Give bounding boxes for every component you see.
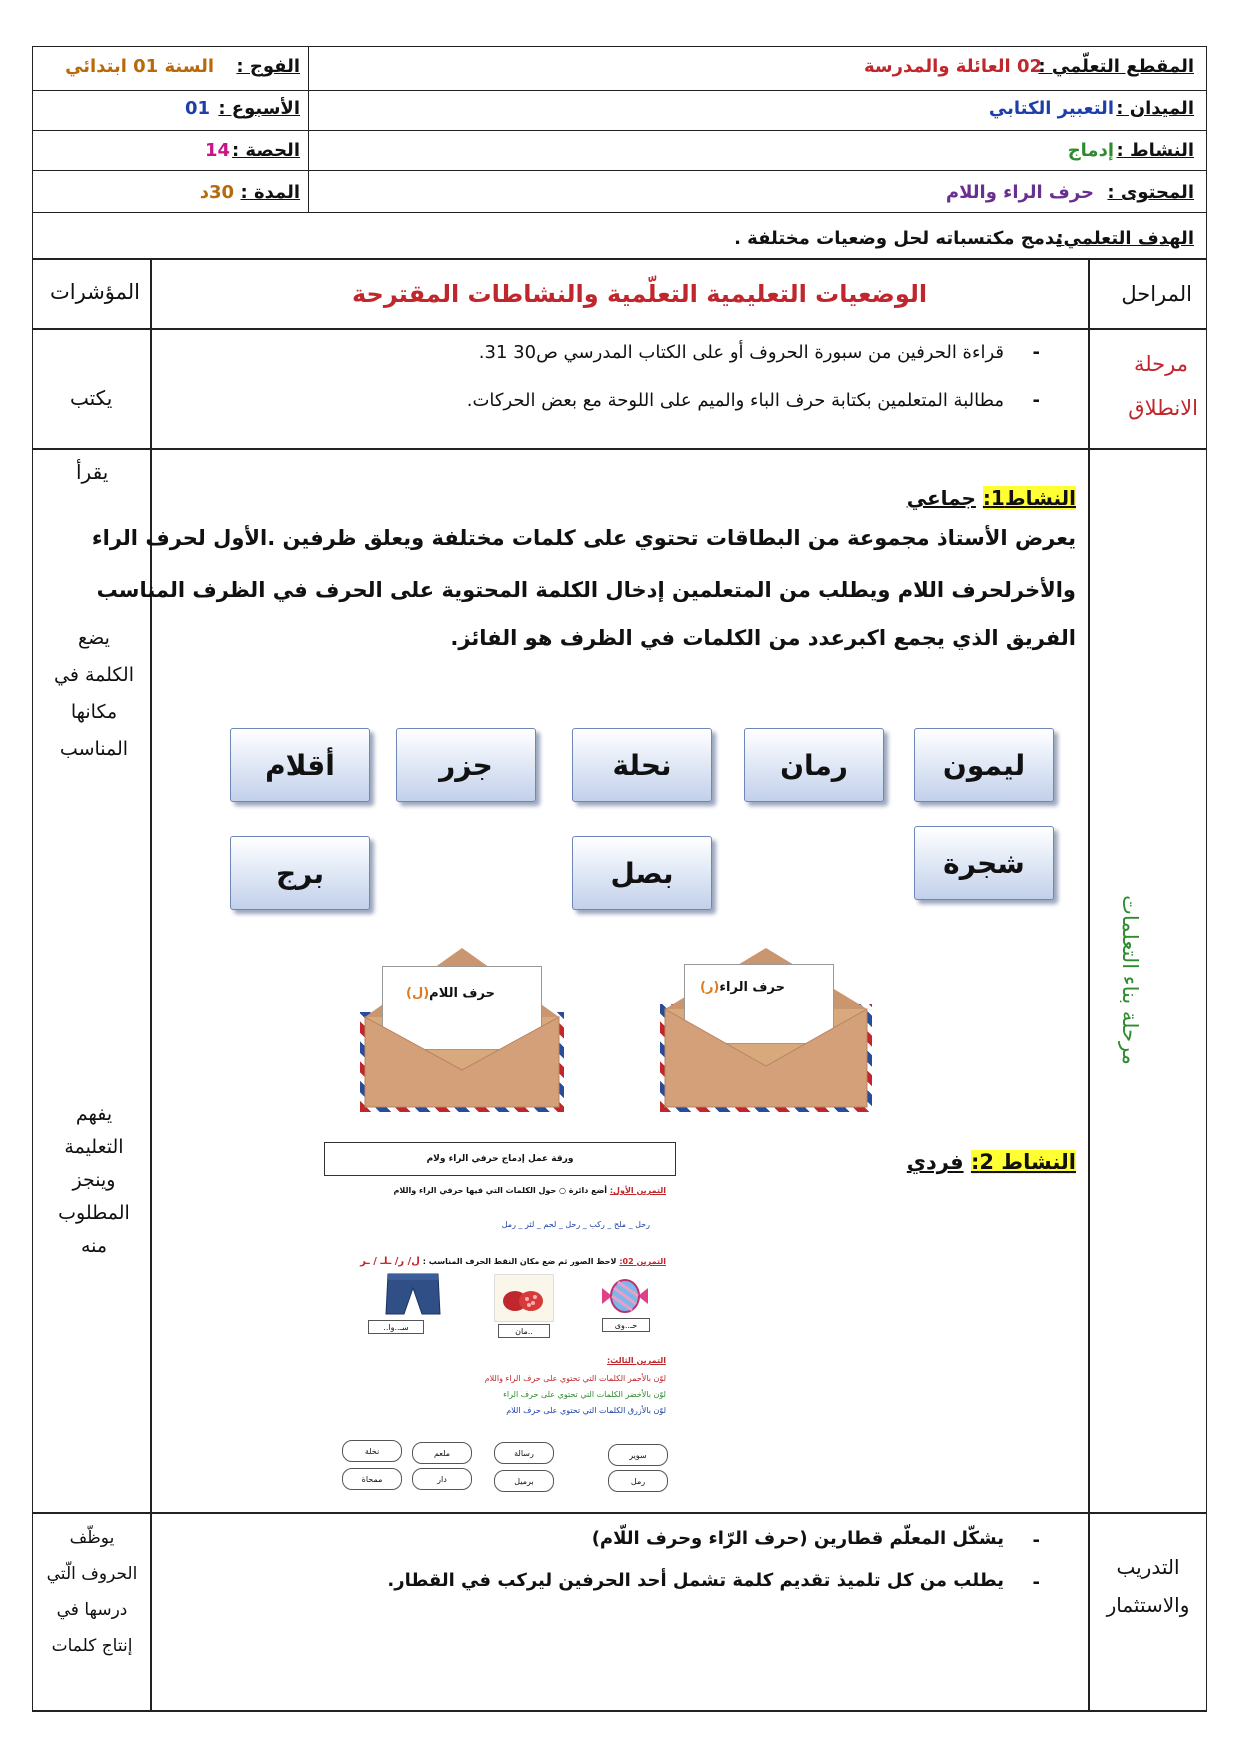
objective-label: الهدف التعلمي: bbox=[1056, 228, 1194, 249]
indicator-line: الكلمة في bbox=[54, 664, 134, 686]
segment-label: المقطع التعلّمي : bbox=[1038, 56, 1194, 77]
objective-value: يدمج مكتسباته لحل وضعيات مختلفة . bbox=[734, 228, 1062, 249]
ex2-text: لاحظ الصور ثم ضع مكان النقط الحرف المناسب : bbox=[422, 1257, 617, 1266]
word-card[interactable]: بصل bbox=[572, 836, 712, 910]
group-label: الفوج : bbox=[236, 56, 300, 77]
ex3-line-blue: لوّن بالأزرق الكلمات التي تحتوي على حرف اللام bbox=[506, 1406, 666, 1415]
indicator-line: التعليمة bbox=[64, 1136, 124, 1158]
activity2-heading bbox=[907, 1150, 1076, 1174]
activity1-line-3: الفريق الذي يجمع اكبرعدد من الكلمات في الظرف هو الفائز. bbox=[450, 626, 1076, 650]
envelope-lam-text: حرف اللام bbox=[429, 986, 495, 1001]
word-oval[interactable]: سوير bbox=[608, 1444, 668, 1466]
launch-item-2: مطالبة المتعلمين بكتابة حرف الباء والميم على اللوحة مع بعض الحركات. bbox=[466, 390, 1004, 411]
activity2-title: النشاط 2: bbox=[970, 1150, 1076, 1174]
field-label: الميدان : bbox=[1116, 98, 1194, 119]
indicator-line: إنتاج كلمات bbox=[51, 1636, 133, 1656]
word-card[interactable]: نحلة bbox=[572, 728, 712, 802]
ex3-label: التمرين الثالث: bbox=[606, 1356, 666, 1365]
indicator-line: يوظّف bbox=[69, 1528, 115, 1548]
word-oval[interactable]: رسالة bbox=[494, 1442, 554, 1464]
indicator-reads: يقرأ bbox=[76, 460, 109, 484]
word-oval[interactable]: نخلة bbox=[342, 1440, 402, 1462]
ex3-line-green: لوّن بالأخضر الكلمات التي تحتوي على حرف الراء bbox=[503, 1390, 666, 1399]
indicator-line: الحروف الّتي bbox=[46, 1564, 138, 1584]
indicator-place bbox=[40, 620, 148, 768]
activity1-mode: جماعي bbox=[906, 486, 976, 510]
training-item-1: يشكّل المعلّم قطارين (حرف الرّاء وحرف اللّام) bbox=[591, 1528, 1004, 1549]
week-label: الأسبوع : bbox=[218, 98, 300, 119]
word-card[interactable]: جزر bbox=[396, 728, 536, 802]
envelope-lam[interactable] bbox=[360, 948, 564, 1112]
word-card[interactable]: شجرة bbox=[914, 826, 1054, 900]
envelope-ra-letter: (ر) bbox=[700, 980, 720, 995]
ex1-text: أضع دائرة ○ حول الكلمات التي فيها حرفي الراء واللام bbox=[393, 1186, 608, 1195]
envelope-ra[interactable] bbox=[660, 948, 872, 1112]
ex3-line-red: لوّن بالأحمر الكلمات التي تحتوي على حرف الراء واللام bbox=[484, 1374, 666, 1383]
indicator-line: مكانها bbox=[70, 701, 118, 723]
session-value: 14 bbox=[204, 140, 230, 161]
caption-text: سـ..وا.. bbox=[383, 1322, 409, 1332]
caption-text: ..مان bbox=[515, 1326, 533, 1336]
activity1-heading bbox=[907, 486, 1076, 510]
worksheet-title-box bbox=[324, 1142, 676, 1176]
envelope-ra-label bbox=[700, 980, 785, 995]
indicator-line: درسها في bbox=[56, 1600, 128, 1620]
bullet: - bbox=[1032, 342, 1040, 363]
indicator-line: المناسب bbox=[59, 738, 129, 760]
bullet: - bbox=[1032, 1572, 1040, 1593]
duration-value: 30د bbox=[199, 182, 234, 203]
word-card[interactable]: ليمون bbox=[914, 728, 1054, 802]
stage-build bbox=[1110, 895, 1150, 1065]
training-item-2: يطلب من كل تلميذ تقديم كلمة تشمل أحد الحرفين ليركب في القطار. bbox=[387, 1570, 1004, 1591]
stage-launch-line2: الانطلاق bbox=[1128, 396, 1198, 420]
session-label: الحصة : bbox=[231, 140, 300, 161]
indicator-line: وينجز bbox=[72, 1169, 116, 1191]
pomegranate-image bbox=[494, 1274, 554, 1322]
duration-label: المدة : bbox=[240, 182, 300, 203]
worksheet bbox=[322, 1138, 680, 1508]
word-card[interactable]: برج bbox=[230, 836, 370, 910]
envelope-lam-label bbox=[406, 986, 495, 1001]
stage-launch-line1: مرحلة bbox=[1133, 352, 1188, 376]
indicator-line: يفهم bbox=[75, 1103, 113, 1125]
column-head-indicators: المؤشرات bbox=[50, 280, 141, 304]
worksheet-title: ورقة عمل إدماج حرفي الراء ولام bbox=[426, 1154, 574, 1164]
field-value: التعبير الكتابي bbox=[988, 98, 1114, 119]
indicator-line: يضع bbox=[78, 627, 110, 649]
word-oval[interactable]: رمل bbox=[608, 1470, 668, 1492]
content-value: حرف الراء واللام bbox=[945, 182, 1094, 203]
envelope-lam-letter: (ل) bbox=[406, 986, 430, 1001]
content-label: المحتوى : bbox=[1107, 182, 1194, 203]
ex2-heading bbox=[360, 1256, 666, 1267]
word-card[interactable]: رمان bbox=[744, 728, 884, 802]
indicator-understand bbox=[40, 1098, 148, 1263]
stage-build-label: مرحلة بناء التعلمات bbox=[1118, 895, 1142, 1065]
pomegranate-caption bbox=[498, 1324, 550, 1338]
word-oval[interactable]: برميل bbox=[494, 1470, 554, 1492]
indicator-line: منه bbox=[80, 1235, 108, 1257]
ex1-label: التمرين الأول: bbox=[609, 1186, 666, 1195]
indicator-writes: يكتب bbox=[70, 386, 113, 410]
envelope-ra-text: حرف الراء bbox=[719, 980, 785, 995]
ex2-letters: ل/ ر/ ـلـ / ـر bbox=[360, 1256, 420, 1267]
column-head-stages: المراحل bbox=[1121, 282, 1192, 306]
candy-image bbox=[600, 1274, 650, 1318]
activity1-line-2: والأخرلحرف اللام ويطلب من المتعلمين إدخال الكلمة المحتوية على الحرف في الظرف المناسب bbox=[96, 578, 1076, 602]
caption-text: حـ..وى bbox=[614, 1320, 638, 1330]
indicator-training bbox=[34, 1520, 150, 1664]
group-value: السنة 01 ابتدائي bbox=[65, 56, 214, 77]
launch-item-1: قراءة الحرفين من سبورة الحروف أو على الكتاب المدرسي ص30 31. bbox=[478, 342, 1004, 363]
word-oval[interactable]: دار bbox=[412, 1468, 472, 1490]
candy-caption bbox=[602, 1318, 650, 1332]
ex1-heading bbox=[394, 1186, 666, 1195]
word-oval[interactable]: ملعم bbox=[412, 1442, 472, 1464]
bullet: - bbox=[1032, 390, 1040, 411]
column-head-situations: الوضعيات التعليمية التعلّمية والنشاطات المقترحة bbox=[352, 280, 928, 308]
segment-value: 02 العائلة والمدرسة bbox=[863, 56, 1042, 77]
ex2-label: التمرين 02: bbox=[619, 1257, 666, 1266]
activity2-mode: فردي bbox=[906, 1150, 964, 1174]
activity-value: إدماج bbox=[1067, 140, 1114, 161]
word-card[interactable]: أقلام bbox=[230, 728, 370, 802]
jeans-image bbox=[382, 1270, 444, 1318]
indicator-line: المطلوب bbox=[58, 1202, 130, 1224]
activity1-line-1: يعرض الأستاذ مجموعة من البطاقات تحتوي على كلمات مختلفة ويعلق ظرفين .الأول لحرف الراء bbox=[91, 526, 1076, 550]
word-oval[interactable]: ممحاة bbox=[342, 1468, 402, 1490]
stage-training bbox=[1090, 1548, 1206, 1624]
jeans-caption bbox=[368, 1320, 424, 1334]
week-value: 01 bbox=[184, 98, 210, 119]
activity1-title: النشاط1: bbox=[982, 486, 1076, 510]
bullet: - bbox=[1032, 1530, 1040, 1551]
activity-label: النشاط : bbox=[1116, 140, 1194, 161]
stage-training-line1: التدريب bbox=[1116, 1555, 1180, 1579]
ex1-words: رحل _ ملح _ ركب _ رحل _ لحم _ لثر _ رمل bbox=[501, 1220, 650, 1229]
stage-training-line2: والاستثمار bbox=[1106, 1593, 1190, 1617]
